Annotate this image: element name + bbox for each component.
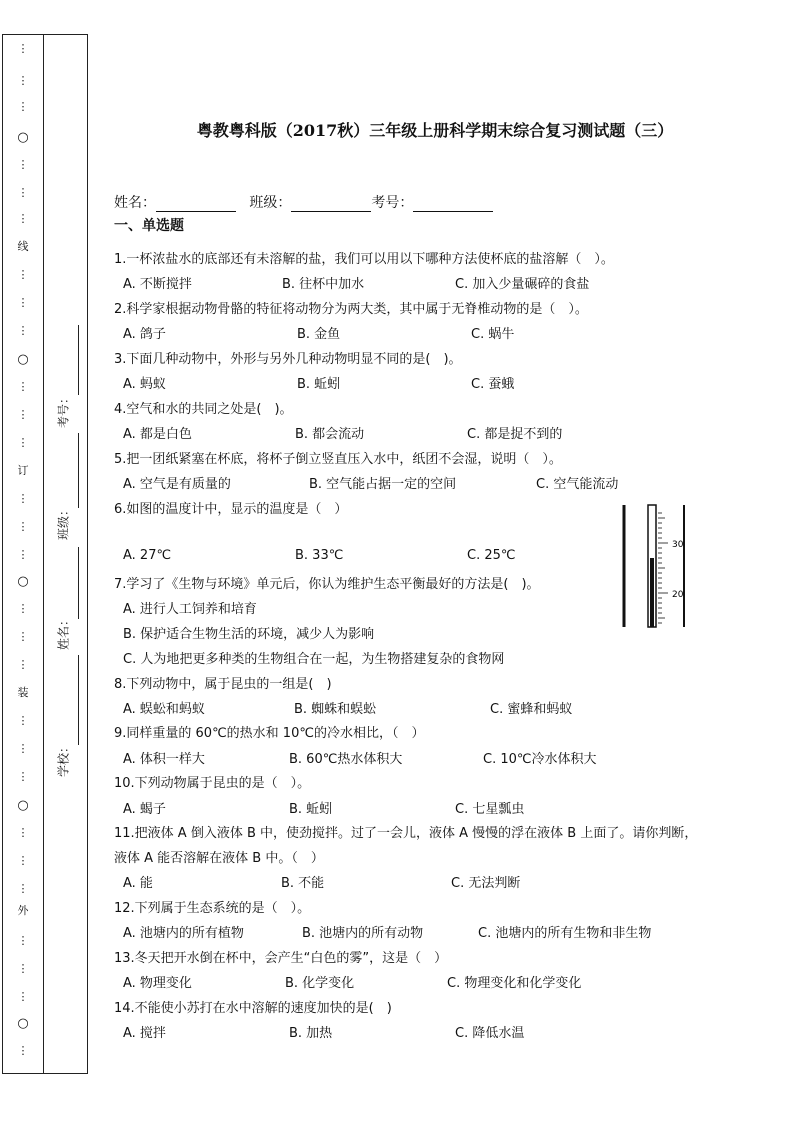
option-a[interactable]: A. 不断搅拌 [123,277,192,292]
question-text: 12.下列属于生态系统的是（ ）。 [114,901,311,916]
dotted-line: ⋮ [17,186,29,199]
dotted-line: ⋮ [17,520,29,533]
option-c[interactable]: C. 无法判断 [451,876,521,891]
dotted-line: ⋮ [17,962,29,975]
cut-marker-label: 装 [17,686,29,699]
option-c[interactable]: C. 蚕蛾 [471,377,515,392]
exam-number-blank [78,325,79,395]
dotted-line: ⋮ [17,296,29,309]
option-a[interactable]: A. 物理变化 [123,976,192,991]
dotted-line: ⋮ [17,492,29,505]
class-field[interactable] [291,197,371,212]
option-a[interactable]: A. 都是白色 [123,427,192,442]
question-text: 9.同样重量的 60℃的热水和 10℃的冷水相比，（ ） [114,726,425,741]
dotted-line: ⋮ [17,548,29,561]
dotted-line: ⋮ [17,990,29,1003]
option-c[interactable]: C. 10℃冷水体积大 [483,752,597,767]
dotted-line: ⋮ [17,602,29,615]
question-text: 7.学习了《生物与环境》单元后，你认为维护生态平衡最好的方法是( )。 [114,577,540,592]
binding-hole-marker: ○ [17,1016,29,1031]
option-c[interactable]: C. 蜗牛 [471,327,515,342]
dotted-line: ⋮ [17,42,29,55]
option-c[interactable]: C. 物理变化和化学变化 [447,976,582,991]
option-c[interactable]: C. 都是捉不到的 [467,427,563,442]
option-b[interactable]: B. 往杯中加水 [282,277,365,292]
student-info [114,192,493,212]
binding-hole-marker: ○ [17,352,29,367]
option-a[interactable]: A. 空气是有质量的 [123,477,231,492]
class-label: 班级： [249,195,292,211]
dotted-line: ⋮ [17,854,29,867]
class-blank [78,433,79,508]
name-field[interactable] [156,197,236,212]
option-b[interactable]: B. 都会流动 [295,427,365,442]
question-text: 1.一杯浓盐水的底部还有未溶解的盐，我们可以用以下哪种方法使杯底的盐溶解（ ）。 [114,252,614,267]
binding-margin [2,34,88,1074]
question-text-continued: 液体 A 能否溶解在液体 B 中。（ ） [114,851,324,866]
option-a[interactable]: A. 27℃ [123,548,172,563]
cut-marker-label: 线 [17,240,29,253]
option-b[interactable]: B. 化学变化 [285,976,355,991]
dotted-line: ⋮ [17,934,29,947]
option-b[interactable]: B. 不能 [281,876,325,891]
name-label: 姓名： [114,195,156,211]
dotted-line: ⋮ [17,408,29,421]
dotted-line: ⋮ [17,268,29,281]
name-label: 姓名： [56,613,71,651]
option-a[interactable]: A. 鸽子 [123,327,166,342]
option-a[interactable]: A. 能 [123,876,153,891]
exam-title: 粤教粤科版（2017秋）三年级上册科学期末综合复习测试题（三） [196,121,674,140]
name-blank [78,547,79,619]
dotted-line: ⋮ [17,882,29,895]
dotted-line: ⋮ [17,1044,29,1057]
question-text: 13.冬天把开水倒在杯中，会产生“白色的雾”，这是（ ） [114,951,448,966]
option-b[interactable]: B. 60℃热水体积大 [289,752,403,767]
question-text: 6.如图的温度计中，显示的温度是（ ） [114,502,348,517]
option-c[interactable]: C. 降低水温 [455,1026,525,1041]
option-b[interactable]: B. 空气能占据一定的空间 [309,477,457,492]
dotted-line: ⋮ [17,742,29,755]
binding-hole-marker: ○ [17,130,29,145]
school-blank [78,655,79,745]
margin-divider [43,35,44,1073]
question-text: 2.科学家根据动物骨骼的特征将动物分为两大类，其中属于无脊椎动物的是（ ）。 [114,302,588,317]
option-c[interactable]: C. 人为地把更多种类的生物组合在一起，为生物搭建复杂的食物网 [123,652,505,667]
question-text: 8.下列动物中，属于昆虫的一组是( ) [114,677,332,692]
option-a[interactable]: A. 蝎子 [123,802,166,817]
option-a[interactable]: A. 搅拌 [123,1026,166,1041]
option-c[interactable]: C. 七星瓢虫 [455,802,525,817]
option-b[interactable]: B. 加热 [289,1026,333,1041]
dotted-line: ⋮ [17,630,29,643]
dotted-line: ⋮ [17,770,29,783]
option-b[interactable]: B. 33℃ [295,548,344,563]
question-text: 11.把液体 A 倒入液体 B 中，使劲搅拌。过了一会儿，液体 A 慢慢的浮在液体 B 上面了。请你判断， [114,826,698,841]
dotted-line: ⋮ [17,658,29,671]
number-field[interactable] [413,197,493,212]
question-text: 5.把一团纸紧塞在杯底，将杯子倒立竖直压入水中，纸团不会湿，说明（ ）。 [114,452,562,467]
dotted-line: ⋮ [17,436,29,449]
dotted-line: ⋮ [17,826,29,839]
option-c[interactable]: C. 加入少量碾碎的食盐 [455,277,590,292]
thermometer-scale [658,513,668,623]
option-c[interactable]: C. 蜜蜂和蚂蚁 [490,702,573,717]
thermometer-liquid [650,558,654,627]
question-text: 14.不能使小苏打在水中溶解的速度加快的是( ) [114,1001,392,1016]
option-b[interactable]: B. 金鱼 [297,327,341,342]
option-a[interactable]: A. 进行人工饲养和培育 [123,602,257,617]
question-text: 4.空气和水的共同之处是( )。 [114,402,293,417]
tick-label-20: 20 [672,590,684,600]
question-text: 3.下面几种动物中，外形与另外几种动物明显不同的是( )。 [114,352,462,367]
option-a[interactable]: A. 池塘内的所有植物 [123,926,244,941]
dotted-line: ⋮ [17,74,29,87]
option-c[interactable]: C. 空气能流动 [536,477,619,492]
tick-label-30: 30 [672,540,684,550]
dotted-line: ⋮ [17,212,29,225]
option-b[interactable]: B. 蜘蛛和蜈蚣 [294,702,377,717]
dotted-line: ⋮ [17,158,29,171]
number-label: 考号： [371,195,414,211]
dotted-line: ⋮ [17,714,29,727]
option-b[interactable]: B. 池塘内的所有动物 [302,926,424,941]
dotted-line: ⋮ [17,380,29,393]
option-c[interactable]: C. 25℃ [467,548,516,563]
option-b[interactable]: B. 保护适合生物生活的环境，减少人为影响 [123,627,375,642]
dotted-line: ⋮ [17,324,29,337]
option-b[interactable]: B. 蚯蚓 [297,377,341,392]
school-label: 学校： [56,740,71,778]
option-a[interactable]: A. 体积一样大 [123,752,205,767]
exam-number-label: 考号： [56,391,71,429]
binding-hole-marker: ○ [17,574,29,589]
binding-hole-marker: ○ [17,798,29,813]
class-label: 班级： [56,503,71,541]
dotted-line: ⋮ [17,100,29,113]
thermometer-figure [618,503,690,629]
cut-marker-label: 外 [17,904,29,917]
option-a[interactable]: A. 蜈蚣和蚂蚁 [123,702,205,717]
option-a[interactable]: A. 蚂蚁 [123,377,166,392]
section-title: 一、单选题 [114,218,184,234]
cut-marker-label: 订 [17,464,29,477]
option-c[interactable]: C. 池塘内的所有生物和非生物 [478,926,652,941]
question-text: 10.下列动物属于昆虫的是（ ）。 [114,776,311,791]
option-b[interactable]: B. 蚯蚓 [289,802,333,817]
